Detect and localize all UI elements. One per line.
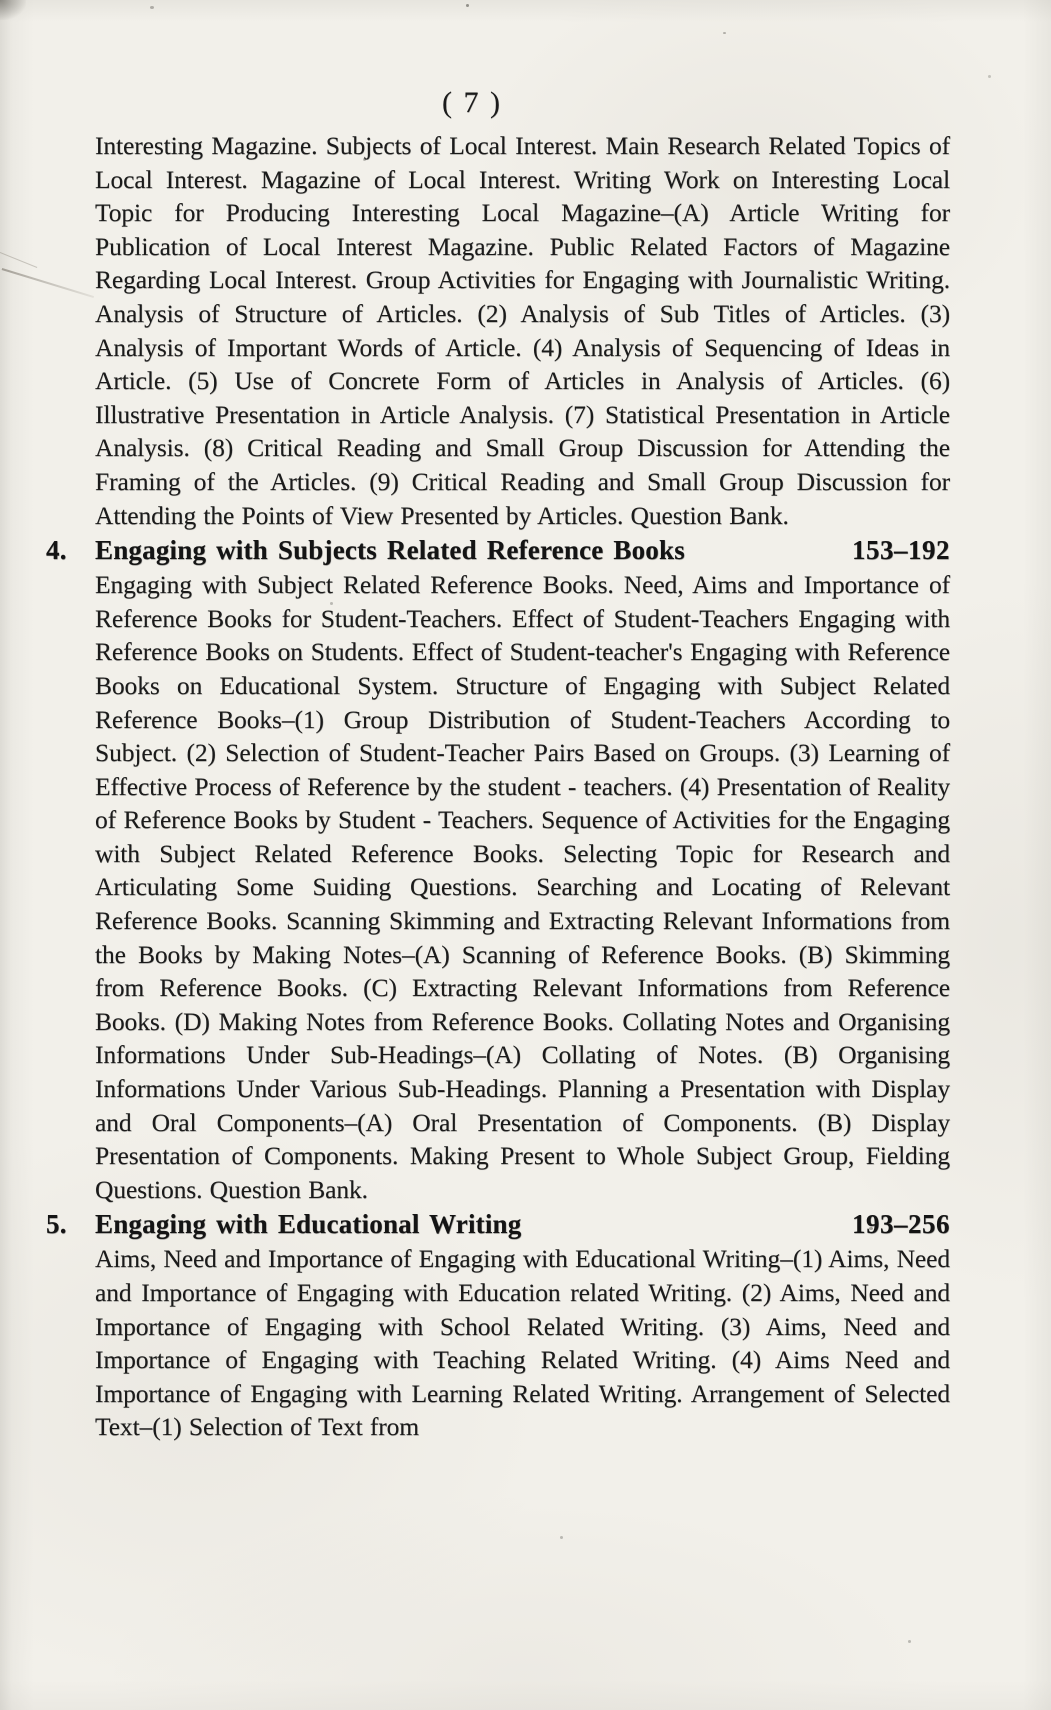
toc-item-number: 5. <box>46 1209 67 1240</box>
toc-item-heading <box>46 533 950 567</box>
continuation-paragraph: Interesting Magazine. Subjects of Local Interest. Main Research Related Topics of Local Interest. Magazine of Local Interest. Writing Work on Interesting Local Topic for Producing Interesting Local Magazine–(A) Article Writing for Publication of Local Interest Magazine. Public Related Factors of Magazine Regarding Local Interest. Group Activities for Engaging with Journalistic Writing. Analysis of Structure of Articles. (2) Analysis of Sub Titles of Articles. (3) Analysis of Important Words of Article. (4) Analysis of Sequencing of Ideas in Article. (5) Use of Concrete Form of Articles in Analysis of Articles. (6) Illustrative Presentation in Article Analysis. (7) Statistical Presentation in Article Analysis. (8) Critical Reading and Small Group Discussion for Attending the Framing of the Articles. (9) Critical Reading and Small Group Discussion for Attending the Points of View Presented by Articles. Question Bank. <box>95 131 950 530</box>
toc-item-page-range: 193–256 <box>852 1209 950 1240</box>
scan-speck <box>908 1640 911 1643</box>
page-content <box>46 86 950 1444</box>
scan-scratch <box>0 252 37 268</box>
scan-speck <box>150 6 154 9</box>
toc-item-heading <box>46 1207 950 1241</box>
toc-item-4 <box>46 533 950 1206</box>
scan-speck <box>723 32 726 34</box>
scan-speck <box>988 75 991 78</box>
scan-speck <box>560 1536 563 1539</box>
scan-corner-shadow <box>0 0 26 20</box>
toc-item-title: Engaging with Subjects Related Reference Books <box>95 535 685 566</box>
toc-item-5 <box>46 1207 950 1444</box>
page-number: ( 7 ) <box>442 86 502 119</box>
toc-item-description: Engaging with Subject Related Reference Books. Need, Aims and Importance of Reference Books for Student-Teachers. Effect of Student-Teachers Engaging with Reference Books on Students. Effect of Student-teacher's Engaging with Reference Books on Educational System. Structure of Engaging with Subject Related Reference Books–(1) Group Distribution of Student-Teachers According to Subject. (2) Selection of Student-Teacher Pairs Based on Groups. (3) Learning of Effective Process of Reference by the student - teachers. (4) Presentation of Reality of Reference Books by Student - Teachers. Sequence of Activities for the Engaging with Subject Related Reference Books. Selecting Topic for Research and Articulating Some Suiding Questions. Searching and Locating of Relevant Reference Books. Scanning Skimming and Extracting Relevant Informations from the Books by Making Notes–(A) Scanning of Reference Books. (B) Skimming from Reference Books. (C) Extracting Relevant Informations from Reference Books. (D) Making Notes from Reference Books. Collating Notes and Organising Informations Under Sub-Headings–(A) Collating of Notes. (B) Organising Informations Under Various Sub-Headings. Planning a Presentation with Display and Oral Components–(A) Oral Presentation of Components. (B) Display Presentation of Components. Making Present to Whole Subject Group, Fielding Questions. Question Bank. <box>95 570 950 1204</box>
scan-speck <box>466 4 469 7</box>
toc-item-description: Aims, Need and Importance of Engaging with Educational Writing–(1) Aims, Need and Importance of Engaging with Education related Writing. (2) Aims, Need and Importance of Engaging with School Related Writing. (3) Aims, Need and Importance of Engaging with Teaching Related Writing. (4) Aims Need and Importance of Engaging with Learning Related Writing. Arrangement of Selected Text–(1) Selection of Text from <box>95 1244 950 1442</box>
toc-item-page-range: 153–192 <box>852 535 950 566</box>
toc-item-title: Engaging with Educational Writing <box>95 1209 522 1240</box>
toc-item-number: 4. <box>46 535 67 566</box>
